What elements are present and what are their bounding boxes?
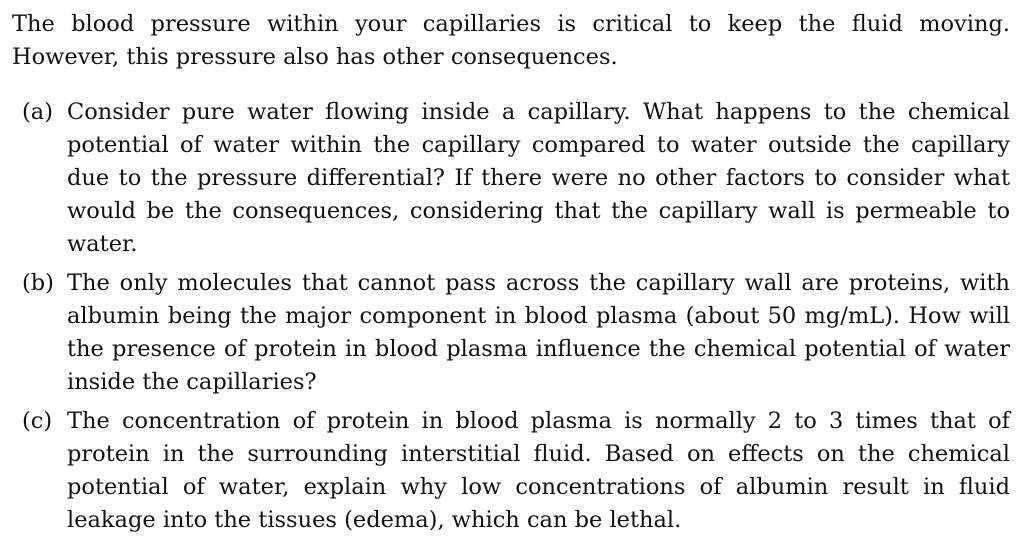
part-c-text: The concentration of protein in blood plasma is normally 2 to 3 times that of protein in the surrounding interstitial fluid. Based on effects on the chemical potential of water, explain why low concentrations of albumin result in fluid leakage into the tissues (edema), which can be lethal.	[67, 408, 1010, 533]
part-c-label: (c)	[22, 408, 53, 434]
part-b-text: The only molecules that cannot pass across the capillary wall are proteins, with albumin being the major component in blood plasma (about 50 mg/mL). How will the presence of protein in blood plasma influence the chemical potential of water inside the capillaries?	[67, 270, 1010, 395]
part-a-label: (a)	[22, 99, 53, 125]
question-parts-list	[12, 96, 1010, 537]
question-part-b	[12, 267, 1010, 399]
intro-paragraph: The blood pressure within your capillaries is critical to keep the fluid moving. However, this pressure also has other consequences.	[12, 11, 1010, 70]
part-a-text: Consider pure water flowing inside a capillary. What happens to the chemical potential of water within the capillary compared to water outside the capillary due to the pressure differential? If there were no other factors to consider what would be the consequences, considering that the capillary wall is permeable to water.	[67, 99, 1010, 257]
part-b-label: (b)	[22, 270, 54, 296]
question-part-c	[12, 405, 1010, 537]
question-part-a	[12, 96, 1010, 261]
